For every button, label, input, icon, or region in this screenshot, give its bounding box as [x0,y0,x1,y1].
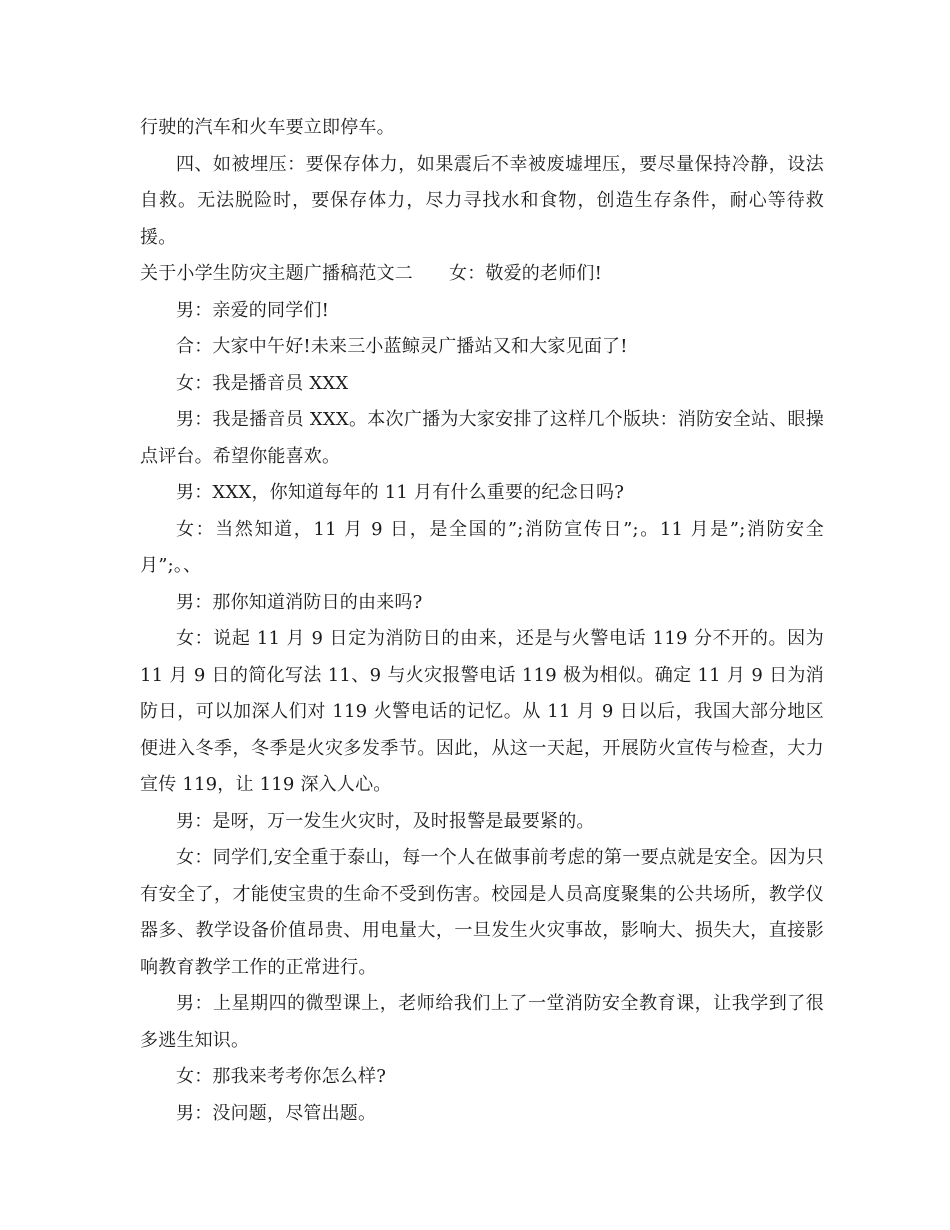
dialogue-line: 男：没问题，尽管出题。 [176,1102,377,1124]
dialogue-line: 男：那你知道消防日的由来吗? [176,591,423,613]
dialogue-line: 男：XXX，你知道每年的 11 月有什么重要的纪念日吗? [176,482,625,503]
paragraph: 行驶的汽车和火车要立即停车。 [140,117,395,138]
dialogue-line: 男：上星期四的微型课上，老师给我们上了一堂消防安全教育课，让我学到了很多逃生知识。 [140,993,824,1051]
dialogue-line: 女：那我来考考你怎么样? [176,1066,387,1087]
dialogue-line: 女：同学们,安全重于泰山，每一个人在做事前考虑的第一要点就是安全。因为只有安全了，才能使宝贵的生命不受到伤害。校园是人员高度聚集的公共场所，教学仪器多、教学设备价值昂贵、用电量大，一旦发生火灾事故，影响大、损失大，直接影响教育教学工作的正常进行。 [140,847,824,978]
document-body [140,110,824,1132]
dialogue-line: 男：我是播音员 XXX。本次广播为大家安排了这样几个版块：消防安全站、眼操点评台。希望你能喜欢。 [140,409,824,467]
dialogue-line: 男：亲爱的同学们! [176,299,330,321]
dialogue-line: 女：当然知道，11 月 9 日，是全国的”;消防宣传日”;。11 月是”;消防安全月”;。、 [140,518,824,576]
dialogue-line: 女：敬爱的老师们! [449,263,603,284]
section-heading-line [140,256,824,293]
dialogue-line: 男：是呀，万一发生火灾时，及时报警是最要紧的。 [176,810,595,832]
dialogue-line: 女：说起 11 月 9 日定为消防日的由来，还是与火警电话 119 分不开的。因为 11 月 9 日的简化写法 11、9 与火灾报警电话 119 极为相似。确定 11 月 9 日为消防日，可以加深人们对 119 火警电话的记忆。从 11 月 9 日以后，我国大部分地区便进入冬季，冬季是火灾多发季节。因此，从这一天起，开展防火宣传与检查，大力宣传 119，让 119 深入人心。 [140,628,824,795]
dialogue-line: 女：我是播音员 XXX [176,372,349,394]
section-title: 关于小学生防灾主题广播稿范文二 [140,263,413,284]
dialogue-line: 合：大家中午好!未来三小蓝鲸灵广播站又和大家见面了! [176,336,628,357]
paragraph: 四、如被埋压：要保存体力，如果震后不幸被废墟埋压，要尽量保持冷静，设法自救。无法脱险时，要保存体力，尽力寻找水和食物，创造生存条件，耐心等待救援。 [140,153,824,248]
